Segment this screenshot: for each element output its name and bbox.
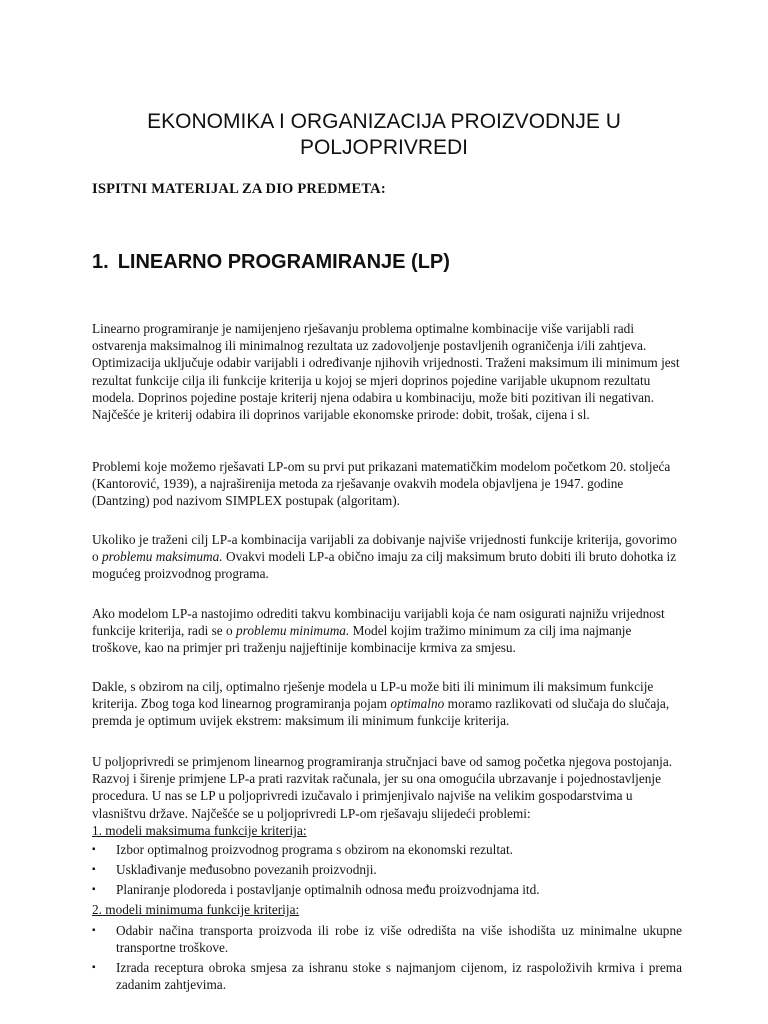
document-subtitle: ISPITNI MATERIJAL ZA DIO PREDMETA: — [92, 181, 386, 197]
list-item — [92, 881, 682, 898]
bullet-icon: ▪ — [92, 844, 96, 855]
list-item-text: Izbor optimalnog proizvodnog programa s obzirom na ekonomski rezultat. — [116, 842, 513, 857]
paragraph-3-emphasis: problemu maksimuma. — [101, 549, 223, 565]
paragraph-5-emphasis: optimalno — [390, 696, 445, 712]
list-1 — [92, 841, 682, 901]
list-item-text: Odabir načina transporta proizvoda ili robe iz više odredišta na više ishodišta uz minimalne ukupne transportne troškove. — [116, 923, 682, 955]
paragraph-6-text: U poljoprivredi se primjenom linearnog programiranja stručnjaci bave od samog početka njegova postojanja. Razvoj i širenje primjene LP-a prati razvitak računala, jer su ona omogućila ubrzavanje i pojednostavljenje procedura. U nas se LP u poljoprivredi izučavalo i primjenjivalo najviše na velikim gospodarstvima u vlasništvu države. Najčešće se u poljoprivredi LP-om rješavaju slijedeći problemi: — [92, 754, 673, 821]
section-number: 1. — [92, 251, 109, 273]
bullet-icon: ▪ — [92, 925, 96, 936]
list-1-heading: 1. modeli maksimuma funkcije kriterija: — [92, 823, 307, 838]
list-item-text: Usklađivanje međusobno povezanih proizvodnji. — [116, 862, 377, 877]
list-2 — [92, 922, 682, 996]
paragraph-6 — [92, 753, 682, 822]
paragraph-3-part-b: Ovakvi modeli LP-a obično imaju za cilj maksimum bruto dobiti ili bruto dohotka iz mogućeg proizvodnog programa. — [92, 549, 677, 582]
paragraph-3-text — [92, 531, 682, 583]
paragraph-2-text: Problemi koje možemo rješavati LP-om su prvi put prikazani matematičkim modelom početkom 20. stoljeća (Kantorović, 1939), a najraširenija metoda za rješavanje ovakvih modela objavljena je 1947. godine (Dantzing) pod nazivom SIMPLEX postupak (algoritam). — [92, 459, 671, 509]
paragraph-3 — [92, 531, 682, 583]
bullet-icon: ▪ — [92, 884, 96, 895]
title-line-1: EKONOMIKA I ORGANIZACIJA PROIZVODNJE U — [147, 110, 621, 133]
paragraph-4-text — [92, 605, 682, 657]
list-item-text: Izrada receptura obroka smjesa za ishranu stoke s najmanjom cijenom, iz raspoloživih krmiva i prema zadanim zahtjevima. — [116, 960, 682, 992]
paragraph-4-emphasis: problemu minimuma. — [236, 623, 350, 639]
paragraph-5-text — [92, 678, 682, 730]
paragraph-4 — [92, 605, 682, 657]
paragraph-4-part-a: Ako modelom LP-a nastojimo odrediti takvu kombinaciju varijabli koja će nam osigurati najnižu vrijednost funkcije kriterija, radi se o — [92, 606, 665, 639]
document-title — [0, 109, 768, 161]
bullet-icon: ▪ — [92, 962, 96, 973]
list-item — [92, 841, 682, 858]
paragraph-1 — [92, 320, 682, 423]
list-item — [92, 922, 682, 956]
section-heading-text: LINEARNO PROGRAMIRANJE (LP) — [117, 251, 450, 273]
paragraph-2 — [92, 458, 682, 510]
paragraph-3-part-a: Ukoliko je traženi cilj LP-a kombinacija varijabli za dobivanje najviše vrijednosti funkcije kriterija, govorimo o — [92, 532, 677, 565]
list-item-text: Planiranje plodoreda i postavljanje optimalnih odnosa među proizvodnjama itd. — [116, 882, 540, 897]
bullet-icon: ▪ — [92, 864, 96, 875]
paragraph-4-part-b: Model kojim tražimo minimum za cilj ima najmanje troškove, kao na primjer pri traženju najjeftinije kombinacije krmiva za smjesu. — [92, 623, 632, 656]
list-item — [92, 959, 682, 993]
list-item — [92, 861, 682, 878]
title-line-2: POLJOPRIVREDI — [299, 136, 469, 159]
paragraph-5-part-b: moramo razlikovati od slučaja do slučaja, premda je optimum uvijek ekstrem: maksimum ili minimum funkcije kriterija. — [92, 696, 670, 729]
list-2-heading: 2. modeli minimuma funkcije kriterija: — [92, 902, 300, 917]
section-heading — [92, 251, 450, 274]
paragraph-1-text: Linearno programiranje je namijenjeno rješavanju problema optimalne kombinacije više varijabli radi ostvarenja maksimalnog ili minimalnog rezultata uz zadovoljenje postavljenih ograničenja i/ili zahtjeva. Optimizacija uključuje odabir varijabli i određivanje njihovih vrijednosti. Traženi maksimum ili minimum jest rezultat funkcije cilja ili funkcije kriterija u kojoj se mjeri doprinos pojedine varijable ukupnom rezultatu modela. Doprinos pojedine postaje kriterij njena odabira u kombinaciju, može biti pozitivan ili negativan. Najčešće je kriterij odabira ili doprinos varijable ekonomske prirode: dobit, trošak, cijena i sl. — [92, 321, 680, 423]
paragraph-5 — [92, 678, 682, 730]
paragraph-5-part-a: Dakle, s obzirom na cilj, optimalno rješenje modela u LP-u može biti ili minimum ili maksimum funkcije kriterija. Zbog toga kod linearnog programiranja pojam — [92, 679, 654, 712]
